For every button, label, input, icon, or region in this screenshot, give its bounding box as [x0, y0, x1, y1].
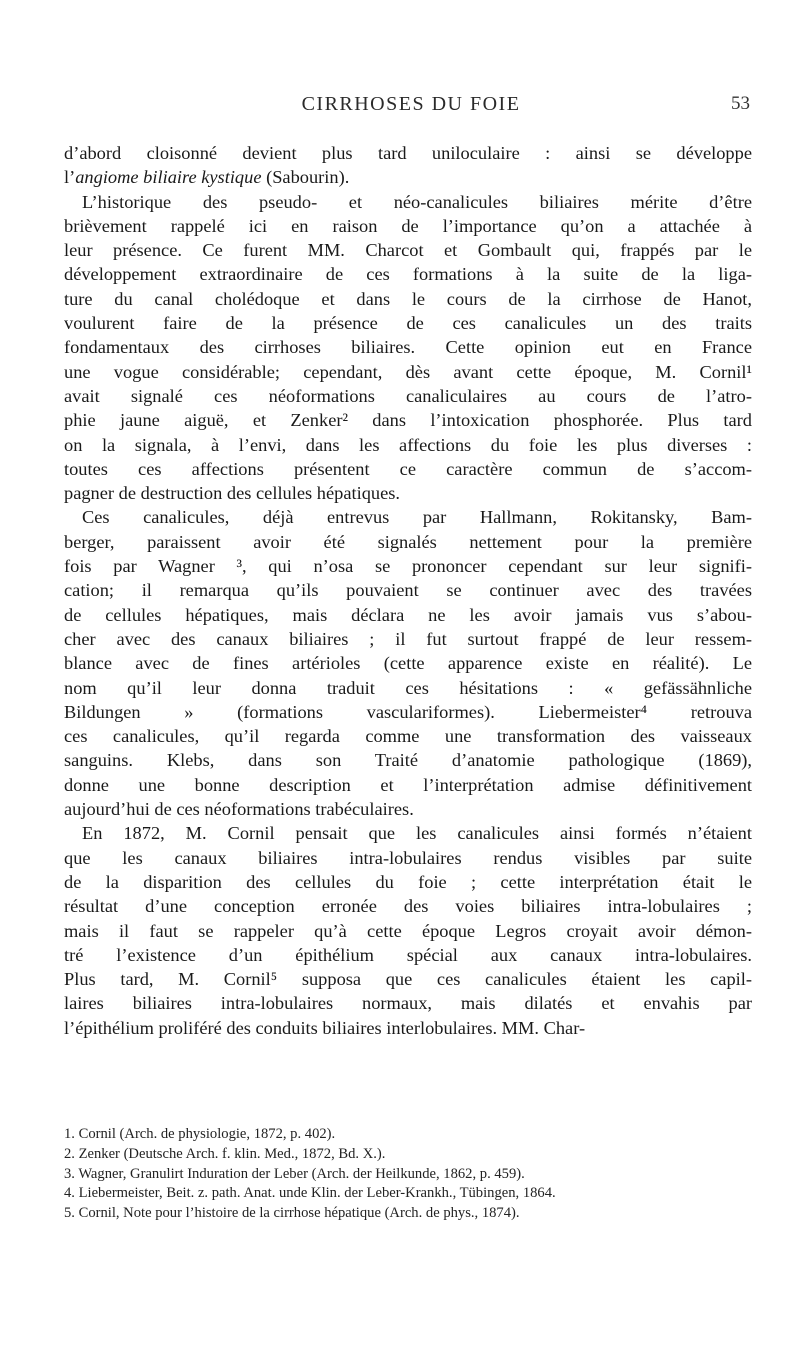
text-line: développement extraordinaire de ces formations à la suite de la liga-	[64, 264, 752, 285]
text-line: brièvement rappelé ici en raison de l’importance qu’on a attachée à	[64, 215, 752, 236]
text-line: Ces canalicules, déjà entrevus par Hallmann, Rokitansky, Bam-	[82, 507, 752, 528]
page-number: 53	[731, 93, 750, 114]
text-line: on la signala, à l’envi, dans les affections du foie les plus diverses :	[64, 434, 752, 455]
paragraph	[64, 505, 752, 821]
text-line: d’abord cloisonné devient plus tard uniloculaire : ainsi se développe	[64, 143, 752, 163]
page-title: CIRRHOSES DU FOIE	[301, 93, 521, 115]
text-line: pagner de destruction des cellules hépatiques.	[64, 483, 401, 504]
text-line: blance avec de fines artérioles (cette apparence existe en réalité). Le	[64, 653, 752, 674]
text-line: ture du canal cholédoque et dans le cours de la cirrhose de Hanot,	[64, 288, 752, 309]
body-text	[64, 141, 752, 1040]
text-line: que les canaux biliaires intra-lobulaires rendus visibles par suite	[64, 847, 752, 868]
text-line: cation; il remarqua qu’ils pouvaient se continuer avec des travées	[64, 580, 752, 601]
text-line: aujourd’hui de ces néoformations trabéculaires.	[64, 799, 414, 820]
footnote: 2. Zenker (Deutsche Arch. f. klin. Med., 1872, Bd. X.).	[64, 1145, 386, 1162]
text-line: résultat d’une conception erronée des voies biliaires intra-lobulaires ;	[64, 896, 752, 917]
text-line: avait signalé ces néoformations canaliculaires au cours de l’atro-	[64, 385, 752, 406]
italic-term: angiome biliaire kystique	[75, 167, 262, 188]
text-line: En 1872, M. Cornil pensait que les canalicules ainsi formés n’étaient	[82, 823, 752, 844]
paragraph	[64, 190, 752, 506]
text-line: fondamentaux des cirrhoses biliaires. Cette opinion eut en France	[64, 337, 752, 358]
paragraph	[64, 141, 752, 190]
text-line: mais il faut se rappeler qu’à cette époque Legros croyait avoir démon-	[64, 920, 752, 941]
footnote: 5. Cornil, Note pour l’histoire de la cirrhose hépatique (Arch. de phys., 1874).	[64, 1205, 520, 1222]
text-line: l’angiome biliaire kystique (Sabourin).	[64, 167, 350, 188]
text-line: berger, paraissent avoir été signalés nettement pour la première	[64, 531, 752, 552]
footnotes	[64, 1125, 750, 1224]
text-line: L’historique des pseudo- et néo-canalicules biliaires mérite d’être	[82, 191, 752, 212]
text-line: laires biliaires intra-lobulaires normaux, mais dilatés et envahis par	[64, 993, 752, 1014]
footnote: 3. Wagner, Granulirt Induration der Leber (Arch. der Heilkunde, 1862, p. 459).	[64, 1165, 525, 1182]
text-line: tré l’existence d’un épithélium spécial aux canaux intra-lobulaires.	[64, 944, 752, 965]
text-line: nom qu’il leur donna traduit ces hésitations : « gefässähnliche	[64, 677, 752, 698]
text-line: Plus tard, M. Cornil⁵ supposa que ces canalicules étaient les capil-	[64, 969, 752, 990]
text-line: sanguins. Klebs, dans son Traité d’anatomie pathologique (1869),	[64, 750, 752, 771]
text-line: voulurent faire de la présence de ces canalicules un des traits	[64, 313, 752, 334]
text-line: de la disparition des cellules du foie ; cette interprétation était le	[64, 871, 752, 892]
text-line: phie jaune aiguë, et Zenker² dans l’intoxication phosphorée. Plus tard	[64, 410, 752, 431]
text-line: ces canalicules, qu’il regarda comme une transformation des vaisseaux	[64, 726, 752, 747]
text-line: cher avec des canaux biliaires ; il fut surtout frappé de leur ressem-	[64, 628, 752, 649]
text-line: fois par Wagner ³, qui n’osa se prononcer cependant sur leur signifi-	[64, 556, 752, 577]
footnote: 1. Cornil (Arch. de physiologie, 1872, p. 402).	[64, 1126, 336, 1142]
running-head	[64, 93, 758, 119]
text-line: leur présence. Ce furent MM. Charcot et Gombault qui, frappés par le	[64, 240, 752, 261]
text-line: l’épithélium proliféré des conduits biliaires interlobulaires. MM. Char-	[64, 1017, 586, 1038]
text-line: de cellules hépatiques, mais déclara ne les avoir jamais vus s’abou-	[64, 604, 752, 625]
text-line: Bildungen » (formations vasculariformes). Liebermeister⁴ retrouva	[64, 701, 752, 722]
footnote: 4. Liebermeister, Beit. z. path. Anat. unde Klin. der Leber-Krankh., Tübingen, 1864.	[64, 1185, 556, 1202]
text-line: toutes ces affections présentent ce caractère commun de s’accom-	[64, 458, 752, 479]
text-line: une vogue considérable; cependant, dès avant cette époque, M. Cornil¹	[64, 361, 752, 382]
text-line: donne une bonne description et l’interprétation admise définitivement	[64, 774, 752, 795]
paragraph	[64, 821, 752, 1040]
